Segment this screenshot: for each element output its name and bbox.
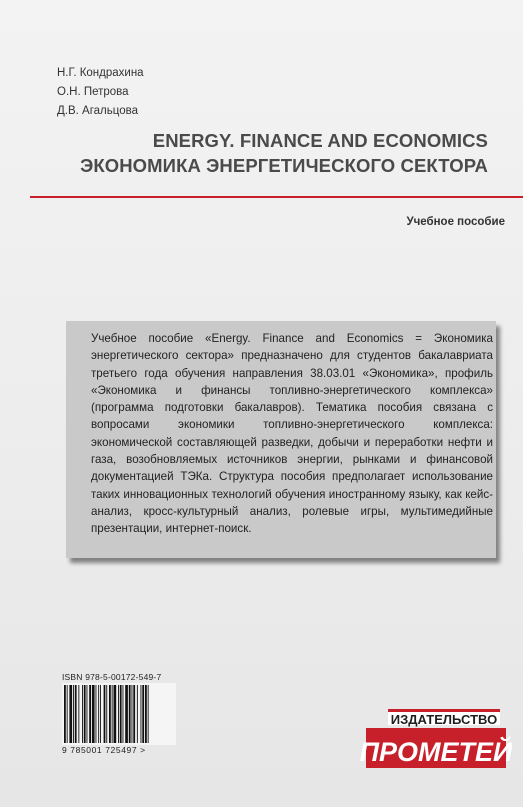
barcode-bar [142, 685, 144, 743]
barcode-bar [89, 685, 91, 743]
barcode-bar [114, 685, 117, 743]
barcode-bar [123, 685, 124, 743]
author-3: Д.В. Агальцова [57, 105, 138, 117]
barcode-bar [78, 685, 79, 743]
author-2: О.Н. Петрова [57, 86, 129, 98]
book-title [80, 128, 488, 178]
red-divider-line [30, 196, 523, 198]
barcode-bar [100, 685, 101, 743]
barcode-bar [125, 685, 128, 743]
barcode-bar [75, 685, 77, 743]
barcode-bar [84, 685, 86, 743]
barcode-bar [92, 685, 95, 743]
authors-list [57, 64, 144, 121]
barcode-bar [98, 685, 99, 743]
barcode-bar [87, 685, 88, 743]
barcode-bar [112, 685, 113, 743]
barcode-bar [67, 685, 68, 743]
barcode-bar [148, 685, 149, 743]
book-type-label: Учебное пособие [406, 216, 505, 228]
barcode-bar [109, 685, 111, 743]
barcode-bar [132, 685, 133, 743]
barcode-bar [137, 685, 138, 743]
barcode-digits: 9 785001 725497 > [62, 745, 146, 755]
barcode-bar [73, 685, 74, 743]
barcode-bar [141, 685, 142, 743]
barcode-bar [145, 685, 147, 743]
barcode-bar [120, 685, 122, 743]
barcode-bar [82, 685, 83, 743]
barcode-bar [96, 685, 97, 743]
logo-top-text: ИЗДАТЕЛЬСТВО [390, 712, 498, 727]
barcode-bar [118, 685, 119, 743]
abstract-text: Учебное пособие «Energy. Finance and Economics = Экономика энергетического сектора» предназначено для студентов бакалавриата третьего года обучения направления 38.03.01 «Экономика», профиль «Экономика и финансы топливно-энергетического комплекса» (программа подготовки бакалавров). Тематика пособия связана с вопросами экономики топливно-энергетического комплекса: экономической составляющей разведки, добычи и переработки нефти и газа, возобновляемых источников энергии, рынками и финансовой документацией ТЭКа. Структура пособия предполагает использование таких инновационных технологий обучения иностранному языку, как кейс-анализ, кросс-культурный анализ, ролевые игры, мультимедийные презентации, интернет-поиск. [91, 332, 493, 536]
title-russian: ЭКОНОМИКА ЭНЕРГЕТИЧЕСКОГО СЕКТОРА [80, 155, 488, 176]
barcode-bar [129, 685, 131, 743]
author-1: Н.Г. Кондрахина [57, 67, 144, 79]
barcode-bar [104, 685, 106, 743]
barcode-bar [69, 685, 72, 743]
title-english: ENERGY. FINANCE AND ECONOMICS [152, 130, 488, 151]
barcode-image [62, 683, 176, 745]
publisher-logo [360, 700, 512, 780]
barcode-bar [64, 685, 66, 743]
isbn-label: ISBN 978-5-00172-549-7 [62, 672, 162, 682]
barcode-bar [133, 685, 135, 743]
barcode-bar [106, 685, 107, 743]
logo-name-text: ПРОМЕТЕЙ [360, 737, 512, 767]
